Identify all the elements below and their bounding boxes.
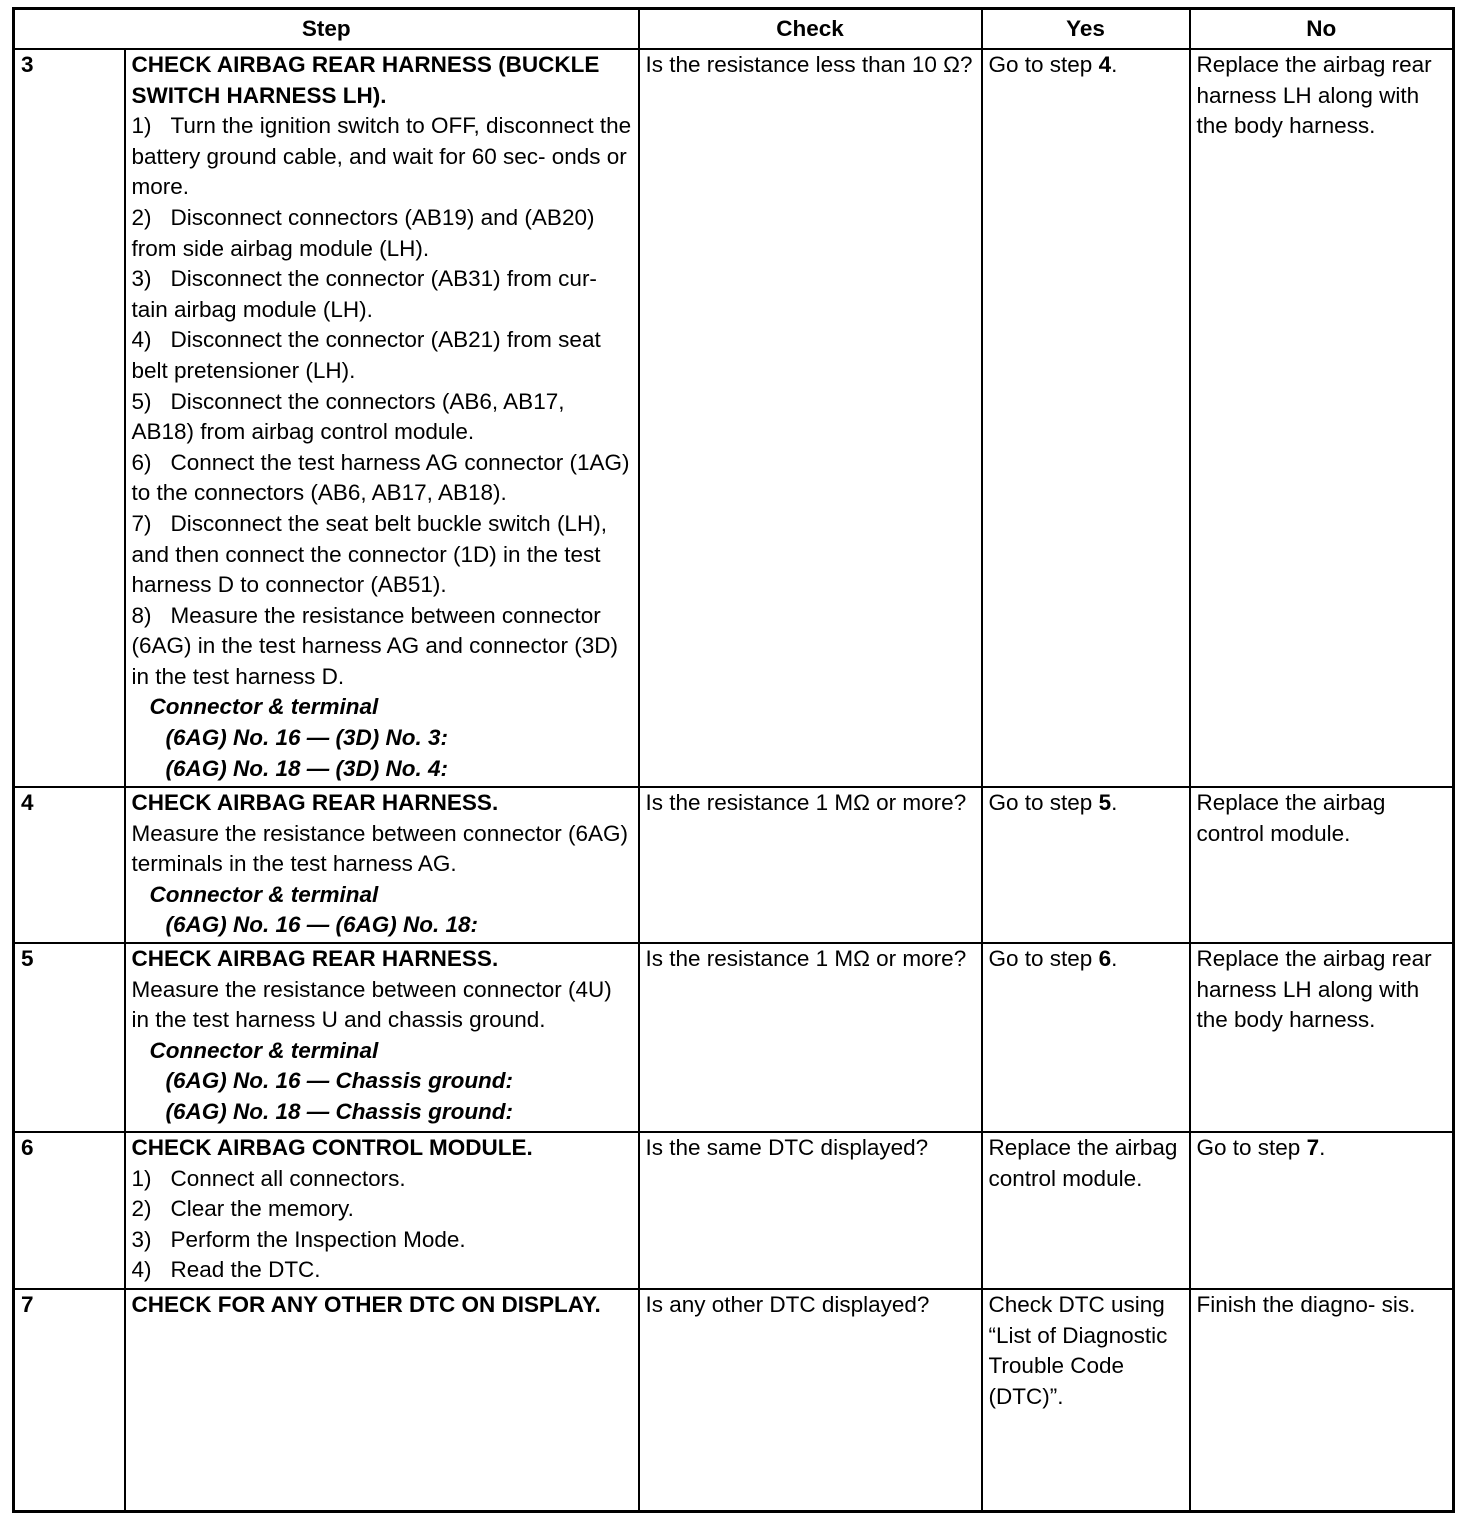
instruction-number: 2) xyxy=(131,1196,152,1222)
instruction-text: Read the DTC. xyxy=(170,1257,321,1283)
table-header-row xyxy=(14,9,1454,50)
check-cell: Is the resistance less than 10 Ω? xyxy=(639,49,982,787)
step-reference: 6 xyxy=(1098,946,1112,971)
instruction-text: Disconnect the connectors (AB6, AB17, AB18) from airbag control module. xyxy=(131,388,565,445)
instruction-line xyxy=(132,448,632,509)
instruction-line xyxy=(132,1164,632,1195)
yes-cell: Replace the airbag control module. xyxy=(982,1132,1190,1289)
connector-terminal-item: (6AG) No. 16 — Chassis ground: xyxy=(165,1068,514,1094)
diagnostic-procedure-table xyxy=(12,7,1455,1513)
yes-cell xyxy=(982,787,1190,943)
table-row-step-4 xyxy=(14,787,1454,943)
instruction-line xyxy=(132,601,632,693)
check-cell: Is the resistance 1 MΩ or more? xyxy=(639,787,982,943)
yes-text: Go to step xyxy=(988,790,1099,815)
no-cell: Replace the airbag control module. xyxy=(1190,787,1454,943)
no-text-suffix: . xyxy=(1319,1135,1326,1160)
header-check: Check xyxy=(639,9,982,50)
step-description xyxy=(125,943,639,1132)
instruction-line xyxy=(132,325,632,386)
no-text: Go to step xyxy=(1196,1135,1307,1160)
instruction-line xyxy=(132,264,632,325)
instruction-line: Measure the resistance between connector (6AG) terminals in the test harness AG. xyxy=(131,820,629,877)
step-title: CHECK AIRBAG REAR HARNESS. xyxy=(131,790,499,815)
yes-text: Go to step xyxy=(988,946,1099,971)
header-yes: Yes xyxy=(982,9,1190,50)
instruction-line xyxy=(132,1194,632,1225)
step-title: CHECK FOR ANY OTHER DTC ON DISPLAY. xyxy=(131,1292,601,1317)
table-row-step-7 xyxy=(14,1289,1454,1512)
instruction-text: Connect all connectors. xyxy=(170,1165,406,1191)
instruction-line xyxy=(132,203,632,264)
instruction-number: 4) xyxy=(131,327,152,353)
connector-terminal-item: (6AG) No. 18 — Chassis ground: xyxy=(165,1098,514,1124)
step-description xyxy=(125,1289,639,1512)
step-description xyxy=(125,787,639,943)
step-number: 6 xyxy=(14,1132,125,1289)
instruction-line: Measure the resistance between connector (4U) in the test harness U and chassis ground. xyxy=(131,976,612,1033)
no-cell: Replace the airbag rear harness LH along with the body harness. xyxy=(1190,943,1454,1132)
yes-text: Go to step xyxy=(988,52,1099,77)
connector-terminal-heading: Connector & terminal xyxy=(149,881,379,907)
yes-text-suffix: . xyxy=(1111,946,1118,971)
step-number: 4 xyxy=(14,787,125,943)
instruction-text: Measure the resistance between connector (6AG) in the test harness AG and connector (3D) in the test harness D. xyxy=(131,602,618,689)
instruction-text: Perform the Inspection Mode. xyxy=(170,1226,466,1252)
no-cell xyxy=(1190,1132,1454,1289)
instruction-number: 4) xyxy=(131,1257,152,1283)
check-cell: Is any other DTC displayed? xyxy=(639,1289,982,1512)
step-reference: 5 xyxy=(1098,790,1112,815)
header-no: No xyxy=(1190,9,1454,50)
instruction-number: 3) xyxy=(131,266,152,292)
connector-terminal-heading: Connector & terminal xyxy=(149,694,379,720)
instruction-number: 5) xyxy=(131,388,152,414)
instruction-text: Connect the test harness AG connector (1AG) to the connectors (AB6, AB17, AB18). xyxy=(131,449,630,506)
instruction-text: Disconnect connectors (AB19) and (AB20) from side airbag module (LH). xyxy=(131,204,595,261)
instruction-text: Clear the memory. xyxy=(170,1196,354,1222)
instruction-number: 2) xyxy=(131,204,152,230)
instruction-number: 6) xyxy=(131,449,152,475)
yes-cell: Check DTC using “List of Diagnostic Trouble Code (DTC)”. xyxy=(982,1289,1190,1512)
step-title: CHECK AIRBAG CONTROL MODULE. xyxy=(131,1135,533,1160)
step-description xyxy=(125,49,639,787)
step-reference: 7 xyxy=(1306,1135,1320,1160)
instruction-number: 8) xyxy=(131,602,152,628)
instruction-line xyxy=(132,1225,632,1256)
connector-terminal-heading: Connector & terminal xyxy=(149,1037,379,1063)
instruction-line xyxy=(132,387,632,448)
instruction-text: Turn the ignition switch to OFF, disconnect the battery ground cable, and wait for 60 sec- onds or more. xyxy=(131,113,632,200)
step-title: CHECK AIRBAG REAR HARNESS (BUCKLE SWITCH HARNESS LH). xyxy=(131,52,600,108)
table-row-step-6 xyxy=(14,1132,1454,1289)
connector-terminal-item: (6AG) No. 18 — (3D) No. 4: xyxy=(165,755,449,781)
table-row-step-3 xyxy=(14,49,1454,787)
step-number: 7 xyxy=(14,1289,125,1512)
connector-terminal-item: (6AG) No. 16 — (6AG) No. 18: xyxy=(165,912,479,938)
step-description xyxy=(125,1132,639,1289)
instruction-number: 1) xyxy=(131,113,152,139)
step-reference: 4 xyxy=(1098,52,1112,77)
no-cell: Finish the diagno- sis. xyxy=(1190,1289,1454,1512)
instruction-number: 3) xyxy=(131,1226,152,1252)
no-cell: Replace the airbag rear harness LH along with the body harness. xyxy=(1190,49,1454,787)
yes-text-suffix: . xyxy=(1111,52,1118,77)
instruction-line xyxy=(132,1255,632,1286)
yes-cell xyxy=(982,943,1190,1132)
check-cell: Is the resistance 1 MΩ or more? xyxy=(639,943,982,1132)
step-number: 5 xyxy=(14,943,125,1132)
yes-text-suffix: . xyxy=(1111,790,1118,815)
check-cell: Is the same DTC displayed? xyxy=(639,1132,982,1289)
yes-cell xyxy=(982,49,1190,787)
table-row-step-5 xyxy=(14,943,1454,1132)
header-step: Step xyxy=(14,9,639,50)
instruction-number: 1) xyxy=(131,1165,152,1191)
instruction-text: Disconnect the connector (AB21) from seat belt pretensioner (LH). xyxy=(131,327,601,383)
instruction-number: 7) xyxy=(131,510,152,536)
step-number: 3 xyxy=(14,49,125,787)
instruction-line xyxy=(132,111,632,203)
instruction-text: Disconnect the seat belt buckle switch (LH), and then connect the connector (1D) in the test harness D to connector (AB51). xyxy=(131,510,607,598)
instruction-text: Disconnect the connector (AB31) from cur- tain airbag module (LH). xyxy=(131,266,597,322)
instruction-line xyxy=(132,509,632,601)
connector-terminal-item: (6AG) No. 16 — (3D) No. 3: xyxy=(165,725,449,751)
step-title: CHECK AIRBAG REAR HARNESS. xyxy=(131,946,499,971)
